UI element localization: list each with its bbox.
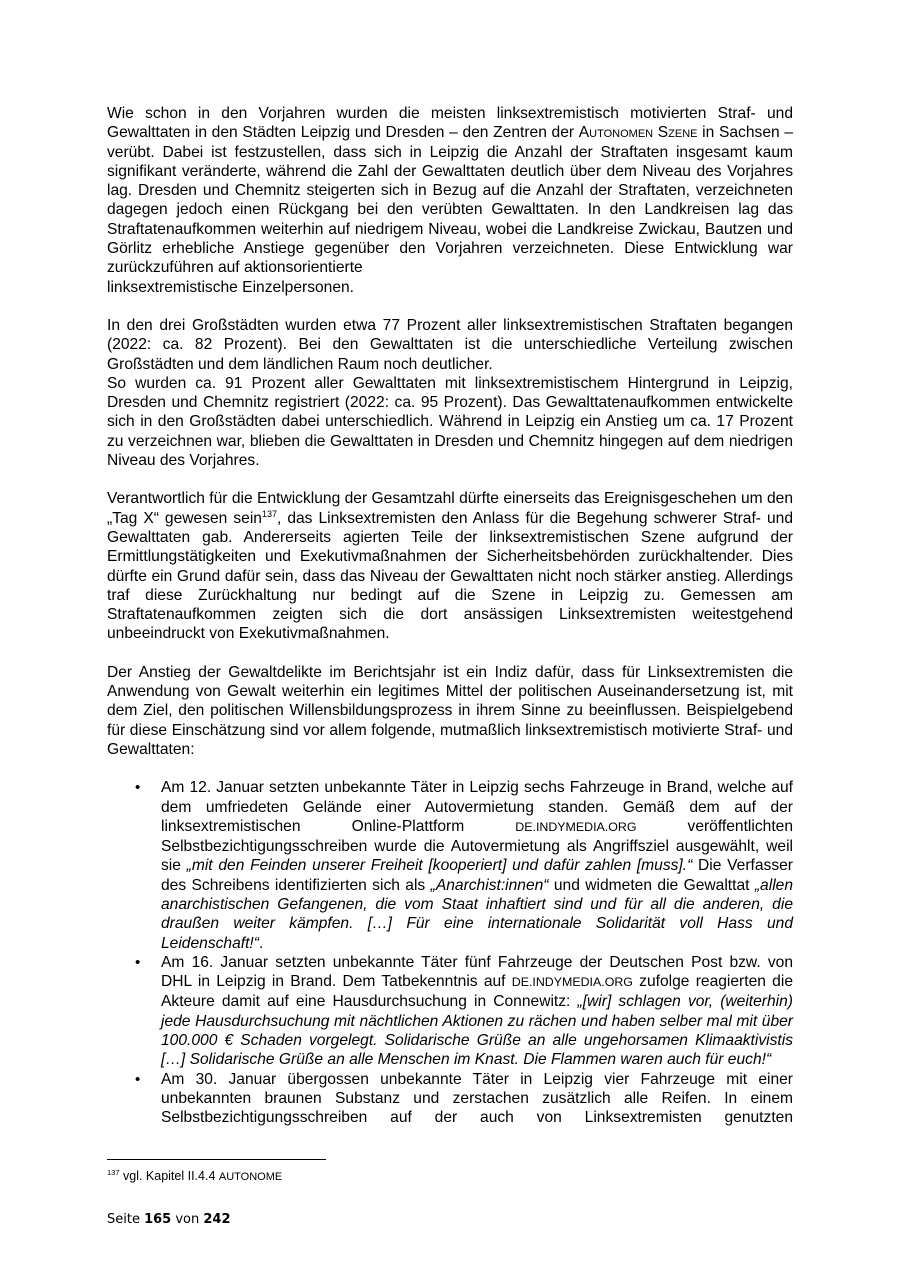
paragraph-2: In den drei Großstädten wurden etwa 77 Prozent aller linksextremistischen Straftaten begangen (2022: ca. 82 Prozent). Bei den Gewalttaten ist die unterschiedliche Verteilung zwischen Großstädten und dem ländlichen Raum noch deutlicher. <box>107 316 793 373</box>
footnote-divider <box>107 1159 326 1160</box>
paragraph-1: Wie schon in den Vorjahren wurden die meisten linksextremistisch motivierten Straf- und Gewalttaten in den Städten Leipzig und Dresden – den Zentren der Autonomen Szene in Sachsen – verübt. Dabei ist festzustellen, dass sich in Leipzig die Anzahl der Straftaten insgesamt kaum signifikant veränderte, während die Zahl der Gewalttaten deutlich über dem Niveau des Vorjahres lag. Dresden und Chemnitz steigerten sich in Bezug auf die Anzahl der Straftaten, verzeichneten dagegen jedoch einen Rückgang bei den verübten Gewalttaten. In den Landkreisen lag das Straftatenaufkommen weiterhin auf niedrigem Niveau, wobei die Landkreise Zwickau, Bautzen und Görlitz erhebliche Anstiege gegenüber den Vorjahren verzeichneten. Diese Entwicklung war zurückzuführen auf aktionsorientierte <box>107 105 793 277</box>
website-name: DE.INDYMEDIA.ORG <box>515 819 637 834</box>
page-number: Seite 165 von 242 <box>107 1212 231 1227</box>
paragraph-3: So wurden ca. 91 Prozent aller Gewalttaten mit linksextremistischem Hintergrund in Leipzig, Dresden und Chemnitz registriert (2022: ca. 95 Prozent). Das Gewalttatenaufkommen entwickelte sich in den Großstädten dabei unterschiedlich. Während in Leipzig ein Anstieg um ca. 17 Prozent zu verzeichnen war, blieben die Gewalttaten in Dresden und Chemnitz hingegen auf dem niedrigen Niveau des Vorjahres. <box>107 374 793 470</box>
bullet-icon: • <box>135 953 141 971</box>
paragraph-5: Der Anstieg der Gewaltdelikte im Berichtsjahr ist ein Indiz dafür, dass für Linksextremisten die Anwendung von Gewalt weiterhin ein legitimes Mittel der politischen Auseinandersetzung ist, mit dem Ziel, den politischen Willensbildungsprozess in ihrem Sinne zu beeinflussen. Beispielgebend für diese Einschätzung sind vor allem folgende, mutmaßlich linksextremistisch motivierte Straf- und Gewalttaten: <box>107 663 793 758</box>
term-autonome-szene: Autonomen Szene <box>578 124 698 142</box>
list-item: • Am 12. Januar setzten unbekannte Täter in Leipzig sechs Fahrzeuge in Brand, welche auf dem umfriedeten Gelände einer Autovermietung standen. Gemäß dem auf der linksextremistischen Online-Plattform DE.INDYMEDIA.ORG veröffentlichten Selbstbezichtigungsschreiben wurde die Autovermietung als Angriffsziel ausgewählt, weil sie „mit den Feinden unserer Freiheit [kooperiert] und dafür zahlen [muss].“ Die Verfasser des Schreibens identifizierten sich als „Anarchist:innen“ und widmeten die Gewalttat „allen anarchistischen Gefangenen, die vom Staat inhaftiert sind und für all die anderen, die draußen weiter kämpfen. […] Für eine internationale Solidarität voll Hass und Leidenschaft!“. <box>135 779 793 952</box>
footnote-ref[interactable]: AUTONOME <box>218 1171 283 1183</box>
bullet-icon: • <box>135 779 141 797</box>
list-item: • Am 16. Januar setzten unbekannte Täter fünf Fahrzeuge der Deutschen Post bzw. von DHL in Leipzig in Brand. Dem Tatbekenntnis auf DE.INDYMEDIA.ORG zufolge reagierten die Akteure damit auf eine Hausdurchsuchung in Connewitz: „[wir] schlagen vor, (weiterhin) jede Hausdurchsuchung mit nächtlichen Aktionen zu rächen und haben selber mal mit über 100.000 € Schaden vorgelegt. Solidarische Grüße an alle ungehorsamen Klimaaktivistis […] Solidarische Grüße an alle Menschen im Knast. Die Flammen waren auch für euch!“ <box>135 953 793 1069</box>
bullet-icon: • <box>135 1070 141 1088</box>
document-body <box>107 104 793 1128</box>
website-name: DE.INDYMEDIA.ORG <box>511 975 633 990</box>
paragraph-4: Verantwortlich für die Entwicklung der Gesamtzahl dürfte einerseits das Ereignisgeschehen um den „Tag X“ gewesen sein$^{137}$, das Linksextremisten den Anlass für die Begehung schwerer Straf- und Gewalttaten gab. Andererseits agierten Teile der linksextremistischen Szene aufgrund der Ermittlungstätigkeiten und Exekutivmaßnahmen der Sicherheitsbehörden zurückhaltender. Dies dürfte ein Grund dafür sein, dass das Niveau der Gewalttaten nicht noch stärker anstieg. Allerdings traf diese Zurückhaltung nur bedingt auf die Szene in Leipzig zu. Gemessen am Straftatenaufkommen zeigten sich die dort ansässigen Linksextremisten weitestgehend unbeeindruckt von Exekutivmaßnahmen. <box>107 490 793 643</box>
total-pages: 242 <box>203 1212 231 1227</box>
paragraph-1-end: linksextremistische Einzelpersonen. <box>107 278 355 296</box>
footnote: $^{137}$ vgl. Kapitel II.4.4 AUTONOME <box>107 1168 283 1183</box>
incident-list <box>107 778 793 1127</box>
list-item: • Am 30. Januar übergossen unbekannte Täter in Leipzig vier Fahrzeuge mit einer unbekannten braunen Substanz und zerstachen zusätzlich alle Reifen. In einem Selbstbezichtigungsschreiben auf der auch von Linksextremisten genutzten <box>135 1070 793 1127</box>
footnote-reference[interactable]: 137 <box>261 508 277 519</box>
footnote-number: 137 <box>107 1168 120 1177</box>
current-page: 165 <box>144 1212 172 1227</box>
